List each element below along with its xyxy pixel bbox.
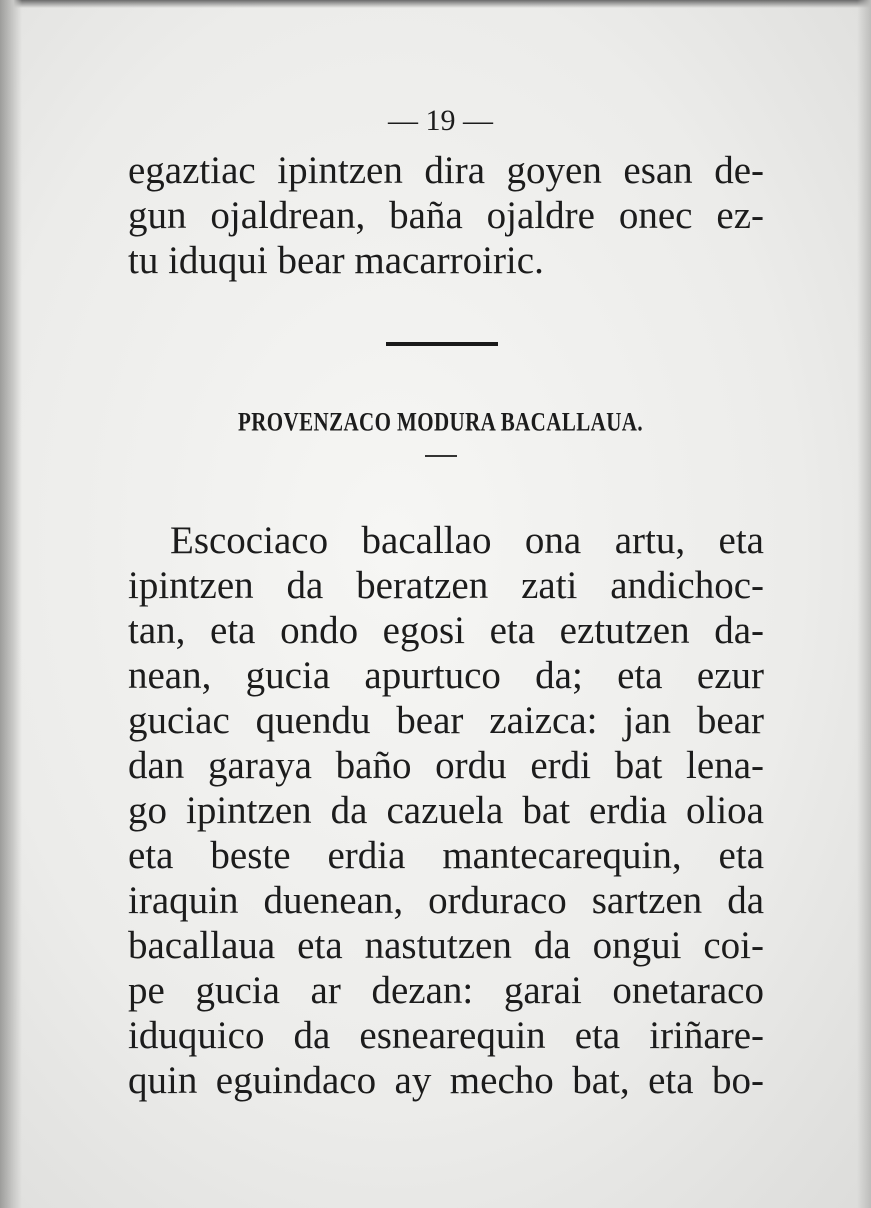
recipe-paragraph — [128, 518, 764, 1103]
text-line: gun ojaldrean, baña ojaldre onec ez- — [128, 194, 764, 237]
text-line: dan garaya baño ordu erdi bat lena- — [128, 744, 764, 787]
text-line: nean, gucia apurtuco da; eta ezur — [128, 654, 764, 697]
heading-underline-rule — [425, 455, 457, 457]
text-line: egaztiac ipintzen dira goyen esan de- — [128, 149, 764, 192]
text-line: Escociaco bacallao ona artu, eta — [170, 519, 764, 562]
text-line: quin eguindaco ay mecho bat, eta bo- — [128, 1059, 764, 1102]
text-line: eta beste erdia mantecarequin, eta — [128, 834, 764, 877]
text-line: guciac quendu bear zaizca: jan bear — [128, 699, 764, 742]
page-right-edge — [857, 0, 871, 1208]
text-line: tu iduqui bear macarroiric. — [128, 239, 544, 282]
page-binding-shadow — [0, 0, 22, 1208]
text-line: bacallaua eta nastutzen da ongui coi- — [128, 924, 764, 967]
intro-paragraph — [128, 148, 764, 283]
text-line: ipintzen da beratzen zati andichoc- — [128, 564, 764, 607]
text-line: iduquico da esnearequin eta iriñare- — [128, 1014, 764, 1057]
text-line: go ipintzen da cazuela bat erdia olioa — [128, 789, 764, 832]
recipe-heading: PROVENZACO MODURA BACALLAUA. — [238, 406, 643, 437]
text-line: pe gucia ar dezan: garai onetaraco — [128, 969, 764, 1012]
page-number: — 19 — — [388, 104, 493, 137]
page-top-edge — [0, 0, 871, 8]
text-line: iraquin duenean, orduraco sartzen da — [128, 879, 764, 922]
text-line: tan, eta ondo egosi eta eztutzen da- — [128, 609, 764, 652]
section-divider-rule — [386, 342, 498, 346]
